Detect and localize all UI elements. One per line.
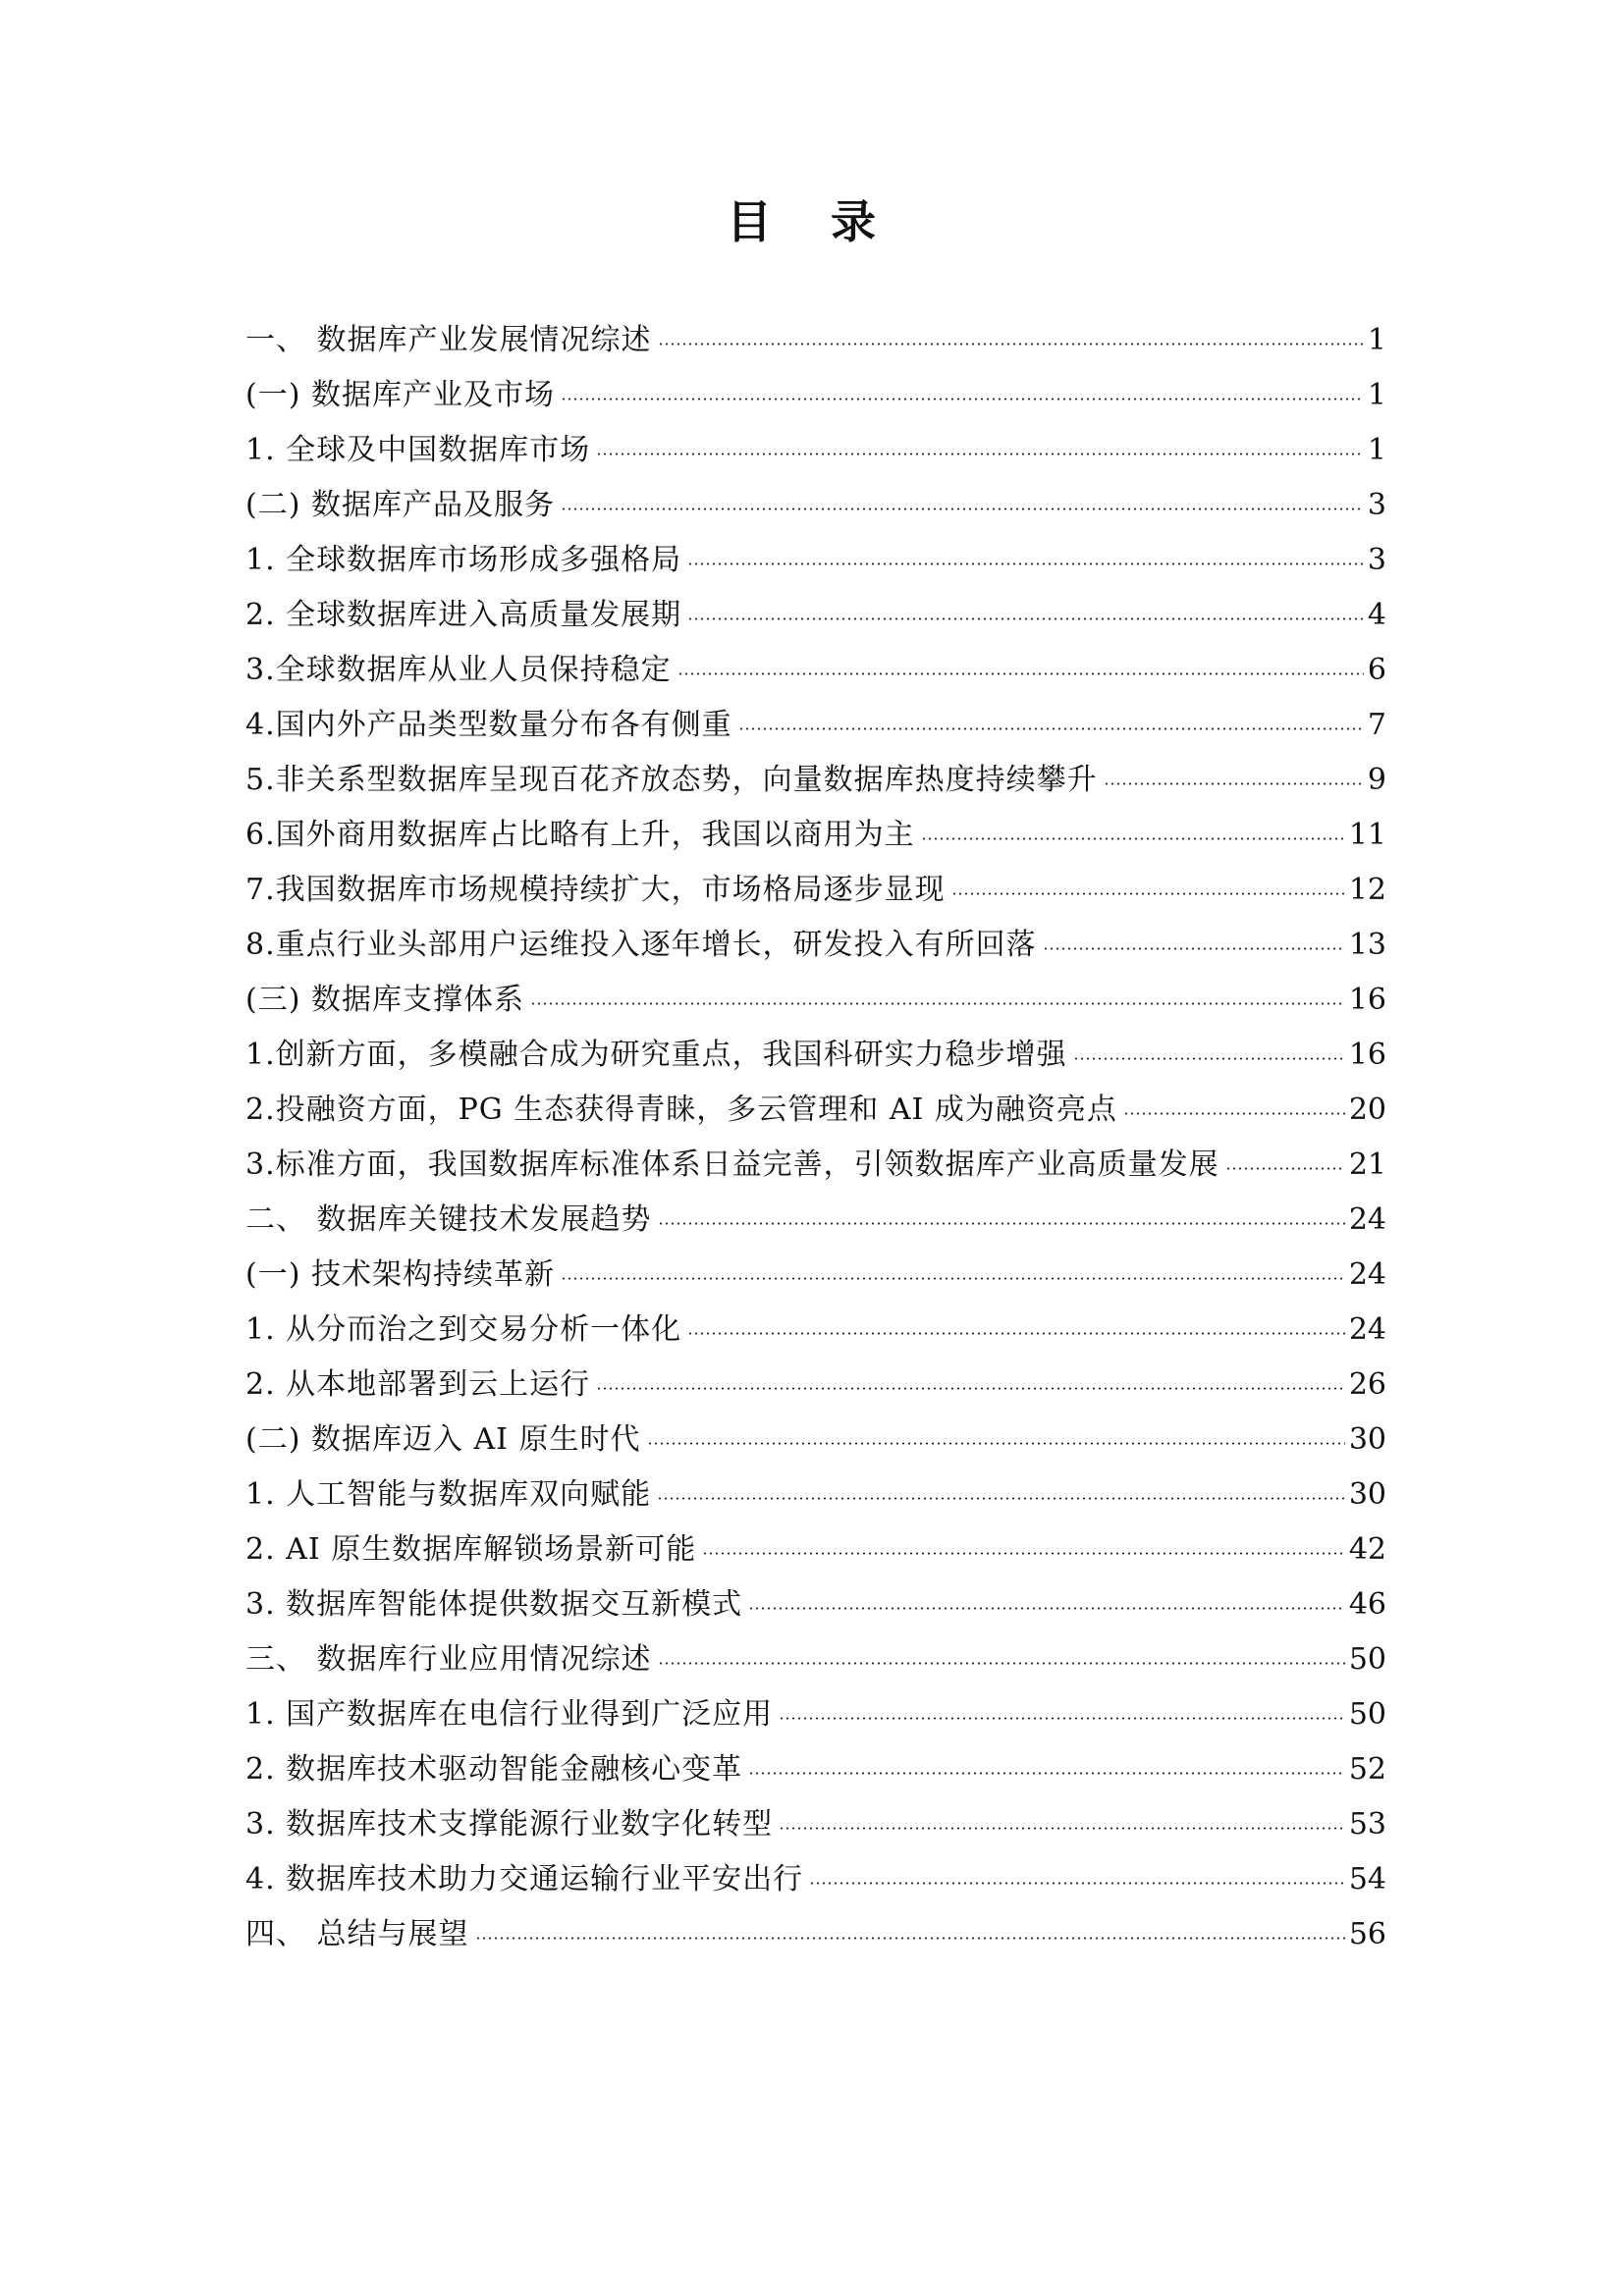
toc-entry-page-number[interactable]: 6	[1367, 653, 1386, 687]
toc-entry-label[interactable]: 四、 总结与展望	[245, 1917, 469, 1951]
toc-dot-leader	[687, 562, 1364, 565]
toc-dot-leader	[748, 1772, 1345, 1775]
toc-entry[interactable]	[245, 1028, 1386, 1083]
toc-entry-label[interactable]: 1. 全球数据库市场形成多强格局	[245, 543, 682, 577]
toc-entry-label[interactable]: 4.国内外产品类型数量分布各有侧重	[245, 708, 732, 742]
toc-entry[interactable]	[245, 1687, 1386, 1742]
toc-entry-page-number[interactable]: 53	[1348, 1807, 1386, 1842]
toc-entry-page-number[interactable]: 3	[1367, 488, 1386, 522]
toc-entry-page-number[interactable]: 26	[1348, 1367, 1386, 1402]
toc-entry-label[interactable]: 三、 数据库行业应用情况综述	[245, 1642, 652, 1677]
toc-dot-leader	[561, 507, 1364, 510]
toc-dot-leader	[738, 727, 1364, 730]
toc-entry-label[interactable]: 1. 从分而治之到交易分析一体化	[245, 1312, 682, 1347]
toc-entry[interactable]	[245, 1303, 1386, 1358]
toc-entry[interactable]	[245, 753, 1386, 808]
toc-entry-page-number[interactable]: 16	[1348, 1038, 1386, 1072]
toc-dot-leader	[1073, 1057, 1345, 1060]
toc-dot-leader	[1225, 1167, 1345, 1170]
toc-dot-leader	[951, 892, 1345, 895]
toc-dot-leader	[596, 1387, 1345, 1390]
toc-entry-page-number[interactable]: 24	[1348, 1202, 1386, 1237]
toc-dot-leader	[921, 837, 1345, 840]
toc-dot-leader	[561, 1277, 1345, 1280]
toc-entry-page-number[interactable]: 7	[1367, 708, 1386, 742]
toc-dot-leader	[530, 1002, 1345, 1005]
toc-entry-label[interactable]: 5.非关系型数据库呈现百花齐放态势，向量数据库热度持续攀升	[245, 763, 1098, 797]
toc-entry-page-number[interactable]: 1	[1367, 378, 1386, 412]
toc-entry-page-number[interactable]: 42	[1348, 1532, 1386, 1567]
toc-entry[interactable]	[245, 973, 1386, 1028]
toc-entry-label[interactable]: (一) 数据库产业及市场	[245, 378, 555, 412]
toc-entry-label[interactable]: 1.创新方面，多模融合成为研究重点，我国科研实力稳步增强	[245, 1038, 1067, 1072]
toc-entry-page-number[interactable]: 54	[1348, 1862, 1386, 1896]
toc-entry-label[interactable]: 3.标准方面，我国数据库标准体系日益完善，引领数据库产业高质量发展	[245, 1148, 1219, 1182]
toc-entry-page-number[interactable]: 13	[1348, 928, 1386, 962]
toc-dot-leader	[779, 1827, 1345, 1830]
toc-dot-leader	[475, 1937, 1345, 1940]
toc-entry-page-number[interactable]: 30	[1348, 1477, 1386, 1512]
toc-entry[interactable]	[245, 1632, 1386, 1687]
toc-entry-label[interactable]: 2.投融资方面，PG 生态获得青睐，多云管理和 AI 成为融资亮点	[245, 1093, 1117, 1127]
toc-entry-page-number[interactable]: 16	[1348, 983, 1386, 1017]
page-title: 目 录	[726, 195, 897, 248]
toc-entry[interactable]	[245, 1413, 1386, 1468]
toc-entry-page-number[interactable]: 12	[1348, 873, 1386, 907]
toc-entry[interactable]	[245, 588, 1386, 643]
toc-entry-page-number[interactable]: 24	[1348, 1257, 1386, 1292]
toc-entry[interactable]	[245, 698, 1386, 753]
toc-entry[interactable]	[245, 918, 1386, 973]
toc-dot-leader	[657, 1497, 1345, 1500]
toc-dot-leader	[561, 398, 1364, 400]
toc-entry[interactable]	[245, 1193, 1386, 1248]
toc-entry-label[interactable]: 二、 数据库关键技术发展趋势	[245, 1202, 652, 1237]
table-of-contents	[245, 313, 1386, 1962]
toc-entry[interactable]	[245, 1742, 1386, 1797]
toc-entry-label[interactable]: 7.我国数据库市场规模持续扩大，市场格局逐步显现	[245, 873, 946, 907]
toc-entry-page-number[interactable]: 50	[1348, 1642, 1386, 1677]
toc-entry-page-number[interactable]: 52	[1348, 1752, 1386, 1787]
toc-entry-label[interactable]: 2. AI 原生数据库解锁场景新可能	[245, 1532, 697, 1567]
toc-entry-page-number[interactable]: 30	[1348, 1422, 1386, 1457]
toc-entry[interactable]	[245, 313, 1386, 368]
toc-entry[interactable]	[245, 643, 1386, 698]
toc-entry-page-number[interactable]: 24	[1348, 1312, 1386, 1347]
toc-dot-leader	[658, 1222, 1345, 1225]
toc-entry-label[interactable]: 一、 数据库产业发展情况综述	[245, 323, 652, 357]
toc-entry-label[interactable]: 1. 人工智能与数据库双向赋能	[245, 1477, 652, 1512]
toc-entry-page-number[interactable]: 21	[1348, 1148, 1386, 1182]
toc-dot-leader	[687, 1332, 1345, 1335]
toc-entry[interactable]	[245, 808, 1386, 863]
toc-dot-leader	[1123, 1112, 1345, 1115]
toc-entry-label[interactable]: (二) 数据库迈入 AI 原生时代	[245, 1422, 641, 1457]
toc-entry-label[interactable]: 3. 数据库智能体提供数据交互新模式	[245, 1587, 743, 1622]
toc-entry[interactable]	[245, 1083, 1386, 1138]
toc-dot-leader	[687, 617, 1364, 620]
toc-dot-leader	[1043, 947, 1345, 950]
toc-entry-label[interactable]: 1. 国产数据库在电信行业得到广泛应用	[245, 1697, 774, 1732]
toc-entry-page-number[interactable]: 1	[1367, 323, 1386, 357]
toc-entry[interactable]	[245, 1358, 1386, 1413]
toc-entry[interactable]	[245, 478, 1386, 533]
toc-entry[interactable]	[245, 368, 1386, 423]
toc-entry-label[interactable]: (三) 数据库支撑体系	[245, 983, 524, 1017]
toc-entry[interactable]	[245, 1577, 1386, 1632]
toc-entry-page-number[interactable]: 46	[1348, 1587, 1386, 1622]
toc-entry[interactable]	[245, 1248, 1386, 1303]
toc-entry-page-number[interactable]: 56	[1348, 1917, 1386, 1951]
toc-dot-leader	[748, 1607, 1345, 1610]
toc-entry[interactable]	[245, 1522, 1386, 1577]
toc-dot-leader	[658, 343, 1364, 346]
toc-dot-leader	[647, 1442, 1345, 1445]
toc-entry-page-number[interactable]: 11	[1348, 818, 1386, 852]
toc-entry[interactable]	[245, 863, 1386, 918]
toc-dot-leader	[677, 672, 1364, 675]
toc-entry[interactable]	[245, 1468, 1386, 1522]
toc-entry[interactable]	[245, 1852, 1386, 1907]
toc-entry[interactable]	[245, 1907, 1386, 1962]
toc-entry-page-number[interactable]: 4	[1367, 598, 1386, 632]
toc-entry[interactable]	[245, 533, 1386, 588]
toc-entry[interactable]	[245, 423, 1386, 478]
toc-entry-page-number[interactable]: 50	[1348, 1697, 1386, 1732]
toc-entry-page-number[interactable]: 3	[1367, 543, 1386, 577]
toc-dot-leader	[596, 453, 1364, 455]
toc-entry-label[interactable]: 3. 数据库技术支撑能源行业数字化转型	[245, 1807, 774, 1842]
toc-entry-label[interactable]: 6.国外商用数据库占比略有上升，我国以商用为主	[245, 818, 915, 852]
toc-dot-leader	[809, 1882, 1345, 1885]
toc-dot-leader	[702, 1552, 1345, 1555]
toc-entry-label[interactable]: 4. 数据库技术助力交通运输行业平安出行	[245, 1862, 804, 1896]
toc-dot-leader	[779, 1717, 1345, 1720]
toc-entry-label[interactable]: 2. 从本地部署到云上运行	[245, 1367, 591, 1402]
toc-entry-label[interactable]: 3.全球数据库从业人员保持稳定	[245, 653, 672, 687]
toc-entry-label[interactable]: 2. 数据库技术驱动智能金融核心变革	[245, 1752, 743, 1787]
toc-entry-label[interactable]: (一) 技术架构持续革新	[245, 1257, 555, 1292]
toc-entry-label[interactable]: 1. 全球及中国数据库市场	[245, 433, 591, 467]
toc-entry-label[interactable]: 8.重点行业头部用户运维投入逐年增长，研发投入有所回落	[245, 928, 1037, 962]
toc-dot-leader	[658, 1662, 1345, 1665]
toc-entry-page-number[interactable]: 20	[1348, 1093, 1386, 1127]
toc-entry-label[interactable]: 2. 全球数据库进入高质量发展期	[245, 598, 682, 632]
toc-entry[interactable]	[245, 1797, 1386, 1852]
toc-dot-leader	[1104, 782, 1364, 785]
toc-entry-page-number[interactable]: 9	[1367, 763, 1386, 797]
toc-entry-label[interactable]: (二) 数据库产品及服务	[245, 488, 555, 522]
toc-entry-page-number[interactable]: 1	[1367, 433, 1386, 467]
toc-entry[interactable]	[245, 1138, 1386, 1193]
